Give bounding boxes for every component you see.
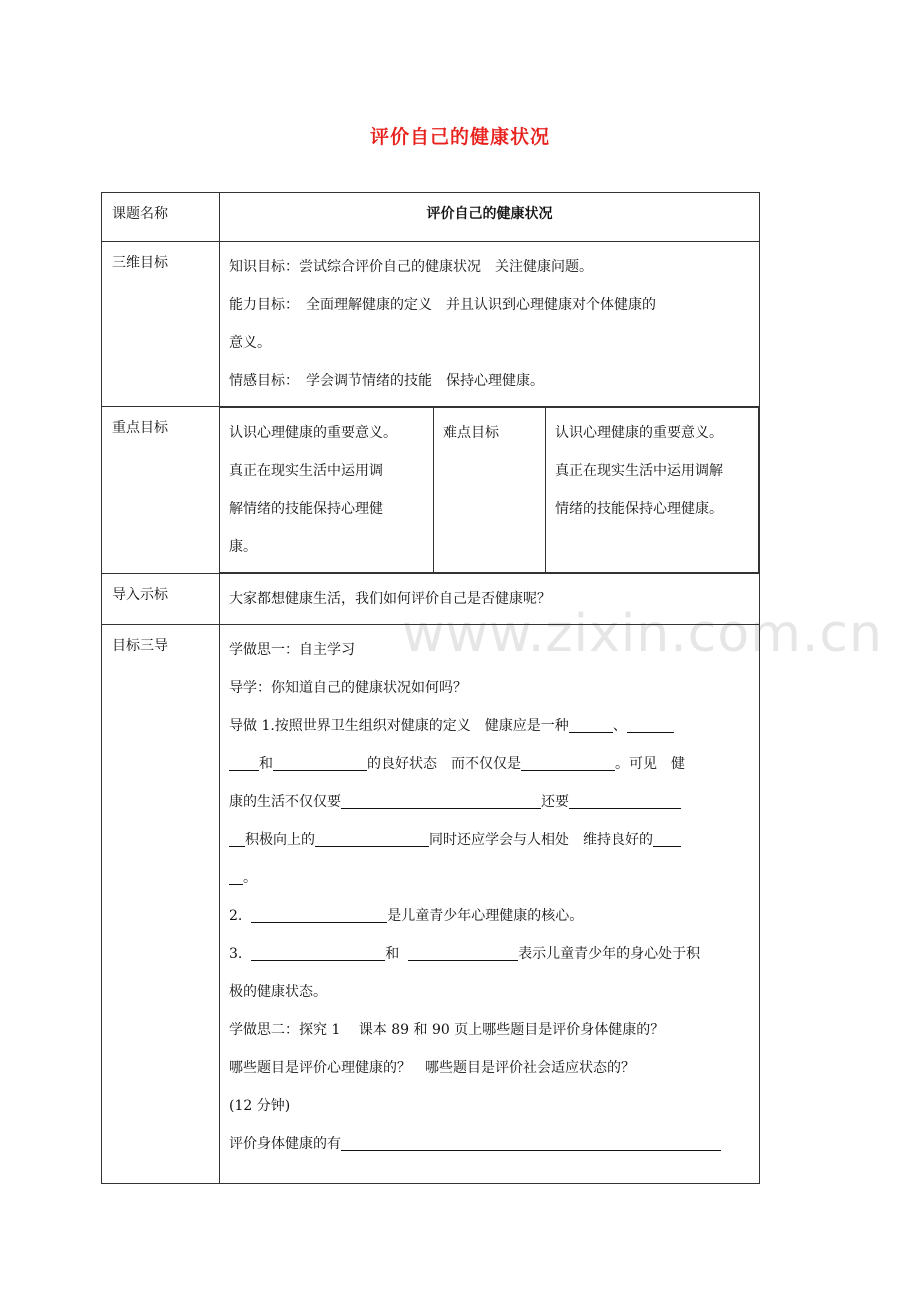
- intro-text: 大家都想健康生活，我们如何评价自己是否健康呢？: [229, 591, 551, 607]
- fill-blank[interactable]: [341, 1136, 721, 1151]
- guide-l14: [229, 1125, 751, 1163]
- fill-blank[interactable]: [627, 718, 674, 733]
- difficult-goal-text: [546, 408, 759, 573]
- goal-knowledge: 知识目标：尝试综合评价自己的健康状况 关注健康问题。: [229, 259, 593, 275]
- watermark: www.zixin.com.cn: [402, 604, 883, 664]
- key-goal-text: [220, 408, 434, 573]
- guide-l9-num: 3.: [229, 946, 243, 962]
- row-guide: [102, 625, 760, 1184]
- fill-blank[interactable]: [569, 794, 681, 809]
- fill-blank[interactable]: [273, 756, 367, 771]
- key-goal-line3: 解情绪的技能保持心理健: [229, 501, 383, 517]
- difficult-line1: 认识心理健康的重要意义。: [555, 425, 723, 441]
- fill-blank[interactable]: [653, 832, 681, 847]
- goal-ability-line2: 意义。: [229, 335, 271, 351]
- goal-ability-line1: 能力目标： 全面理解健康的定义 并且认识到心理健康对个体健康的: [229, 297, 656, 313]
- guide-l9: [229, 935, 751, 973]
- guide-l1: 学做思一：自主学习: [229, 642, 355, 658]
- fill-blank[interactable]: [229, 832, 245, 847]
- guide-l8: [229, 897, 751, 935]
- guide-l5-text: 康的生活不仅仅要: [229, 794, 341, 810]
- guide-l7: [229, 859, 751, 897]
- row-goals: [102, 242, 760, 407]
- guide-l13: (12 分钟): [229, 1098, 291, 1114]
- goals-content: [220, 242, 760, 407]
- guide-l11: 学做思二：探究 1 课本 89 和 90 页上哪些题目是评价身体健康的？: [229, 1022, 665, 1038]
- guide-l6: [229, 821, 751, 859]
- guide-l9-text: 表示儿童青少年的身心处于积: [518, 946, 701, 962]
- row-intro: [102, 574, 760, 625]
- intro-content: [220, 574, 760, 625]
- label-key-goals: 重点目标: [102, 407, 220, 574]
- label-lesson-name: 课题名称: [102, 193, 220, 242]
- difficult-goal-label: [434, 408, 546, 573]
- guide-l14-text: 评价身体健康的有: [229, 1136, 341, 1152]
- guide-l10: 极的健康状态。: [229, 984, 327, 1000]
- difficult-line2: 真正在现实生活中运用调解: [555, 463, 723, 479]
- key-goal-line2: 真正在现实生活中运用调: [229, 463, 383, 479]
- guide-l12: 哪些题目是评价心理健康的？ 哪些题目是评价社会适应状态的？: [229, 1060, 635, 1076]
- key-goals-inner: [220, 407, 759, 573]
- fill-blank[interactable]: [341, 794, 541, 809]
- guide-l9-and: 和: [385, 946, 400, 962]
- guide-l8-text: 是儿童青少年心理健康的核心。: [387, 908, 584, 924]
- guide-l4-and: 和: [259, 756, 273, 772]
- fill-blank[interactable]: [315, 832, 429, 847]
- fill-blank[interactable]: [408, 946, 518, 961]
- guide-l8-num: 2.: [229, 908, 243, 924]
- guide-l5: [229, 783, 751, 821]
- fill-blank[interactable]: [251, 908, 387, 923]
- key-goals-content: [220, 407, 760, 574]
- lesson-table: [101, 192, 760, 1184]
- guide-l2: 导学：你知道自己的健康状况如何吗？: [229, 680, 467, 696]
- key-goal-line1: 认识心理健康的重要意义。: [229, 425, 397, 441]
- guide-l6-text: 积极向上的: [245, 832, 315, 848]
- label-goals: 三维目标: [102, 242, 220, 407]
- guide-l4-end: 。可见 健: [615, 756, 685, 772]
- guide-l3: [229, 707, 751, 745]
- fill-blank[interactable]: [229, 870, 243, 885]
- page-title: 评价自己的健康状况: [369, 126, 550, 148]
- difficult-label-text: 难点目标: [443, 425, 499, 441]
- guide-content: [220, 625, 760, 1184]
- difficult-line3: 情绪的技能保持心理健康。: [555, 501, 723, 517]
- label-intro: 导入示标: [102, 574, 220, 625]
- goal-emotion: 情感目标： 学会调节情绪的技能 保持心理健康。: [229, 373, 544, 389]
- fill-blank[interactable]: [251, 946, 385, 961]
- guide-l7-end: 。: [243, 870, 257, 886]
- label-guide: 目标三导: [102, 625, 220, 1184]
- guide-l4: [229, 745, 751, 783]
- guide-l5-also: 还要: [541, 794, 569, 810]
- row-lesson-name: [102, 193, 760, 242]
- guide-l3-text: 导做 1.按照世界卫生组织对健康的定义 健康应是一种: [229, 718, 569, 734]
- lesson-name-value: 评价自己的健康状况: [220, 193, 760, 242]
- guide-l6-text2: 同时还应学会与人相处 维持良好的: [429, 832, 653, 848]
- fill-blank[interactable]: [569, 718, 613, 733]
- guide-l4-text: 的良好状态 而不仅仅是: [367, 756, 521, 772]
- key-goal-line4: 康。: [229, 539, 257, 555]
- fill-blank[interactable]: [229, 756, 259, 771]
- guide-l3-sep: 、: [612, 718, 627, 734]
- row-key-goals: [102, 407, 760, 574]
- fill-blank[interactable]: [521, 756, 615, 771]
